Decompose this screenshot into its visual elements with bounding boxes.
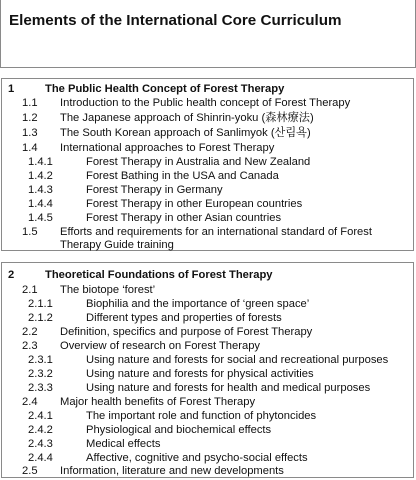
item-text: Using nature and forests for social and recreational purposes xyxy=(86,354,389,366)
item-number: 1.5 xyxy=(22,226,38,238)
item-text: Using nature and forests for physical activities xyxy=(86,368,314,380)
document-title: Elements of the International Core Curriculum xyxy=(9,12,342,29)
item-text: Efforts and requirements for an international standard of Forest xyxy=(60,226,372,238)
section-number: 2 xyxy=(8,269,15,281)
section-title: Theoretical Foundations of Forest Therapy xyxy=(45,269,273,281)
item-number: 2.1.1 xyxy=(28,298,53,310)
item-text: Information, literature and new developments xyxy=(60,465,284,477)
item-text: Overview of research on Forest Therapy xyxy=(60,340,261,352)
item-number: 2.1 xyxy=(22,284,38,296)
item-number: 1.4 xyxy=(22,142,38,154)
item-number: 2.5 xyxy=(22,465,38,477)
item-text: International approaches to Forest Therapy xyxy=(60,142,275,154)
item-number: 2.3.2 xyxy=(28,368,53,380)
item-number: 1.4.2 xyxy=(28,170,53,182)
item-number: 2.4.1 xyxy=(28,410,53,422)
item-number: 2.3.1 xyxy=(28,354,53,366)
item-text: The biotope ‘forest’ xyxy=(60,284,156,296)
item-text: Definition, specifics and purpose of Forest Therapy xyxy=(60,326,313,338)
item-text: Forest Therapy in other Asian countries xyxy=(86,212,282,224)
item-text: Using nature and forests for health and medical purposes xyxy=(86,382,371,394)
item-number: 1.4.3 xyxy=(28,184,53,196)
section-number: 1 xyxy=(8,83,15,95)
item-number: 2.2 xyxy=(22,326,38,338)
item-text: Medical effects xyxy=(86,438,161,450)
item-text: Physiological and biochemical effects xyxy=(86,424,272,436)
item-text: Affective, cognitive and psycho-social effects xyxy=(86,452,308,464)
item-text: The South Korean approach of Sanlimyok (산림욕) xyxy=(60,127,311,139)
item-number: 1.3 xyxy=(22,127,38,139)
item-number: 1.1 xyxy=(22,97,38,109)
item-text: Forest Therapy in Australia and New Zealand xyxy=(86,156,311,168)
item-number: 2.3 xyxy=(22,340,38,352)
item-text: Introduction to the Public health concept of Forest Therapy xyxy=(60,97,351,109)
section-1-box xyxy=(1,78,414,251)
item-number: 2.4.4 xyxy=(28,452,53,464)
item-number: 2.3.3 xyxy=(28,382,53,394)
item-text: Forest Bathing in the USA and Canada xyxy=(86,170,279,182)
item-number: 2.1.2 xyxy=(28,312,53,324)
item-number: 2.4.3 xyxy=(28,438,53,450)
item-number: 2.4 xyxy=(22,396,38,408)
item-text: Major health benefits of Forest Therapy xyxy=(60,396,256,408)
item-number: 2.4.2 xyxy=(28,424,53,436)
section-title: The Public Health Concept of Forest Therapy xyxy=(45,83,285,95)
item-number: 1.4.1 xyxy=(28,156,53,168)
item-number: 1.4.4 xyxy=(28,198,53,210)
title-box xyxy=(0,0,416,68)
item-text: Different types and properties of forests xyxy=(86,312,282,324)
item-text: Forest Therapy in Germany xyxy=(86,184,223,196)
item-text: The Japanese approach of Shinrin-yoku (森林療法) xyxy=(60,112,314,124)
item-number: 1.4.5 xyxy=(28,212,53,224)
item-text: Biophilia and the importance of ‘green space’ xyxy=(86,298,310,310)
item-text: The important role and function of phytoncides xyxy=(86,410,317,422)
item-text-continuation: Therapy Guide training xyxy=(60,239,174,251)
item-text: Forest Therapy in other European countries xyxy=(86,198,303,210)
item-number: 1.2 xyxy=(22,112,38,124)
section-2-box xyxy=(1,262,414,478)
